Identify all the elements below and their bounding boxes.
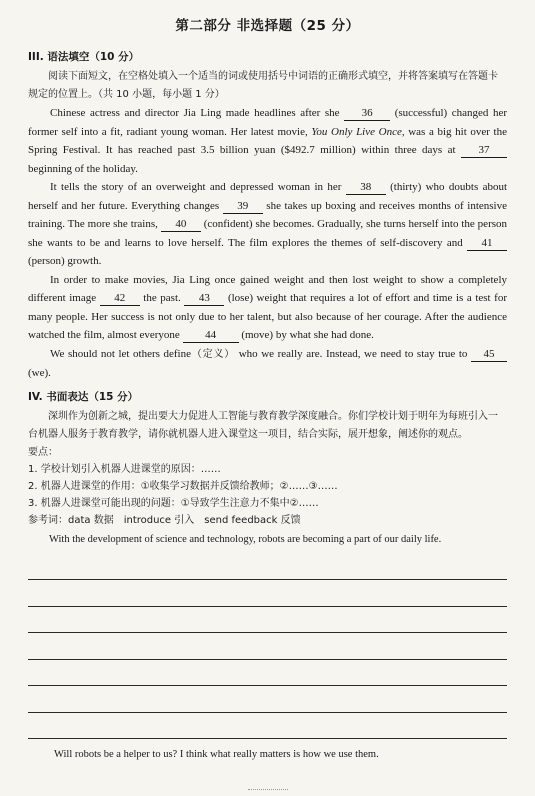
- essay-closing-sentence: Will robots be a helper to us? I think what really matters is how we use them.: [54, 749, 379, 760]
- key-point-1: 1. 学校计划引入机器人进课堂的原因：……: [28, 463, 221, 475]
- section-3-heading: III. 语法填空（10 分）: [28, 51, 140, 63]
- passage-paragraph-4: [28, 345, 507, 383]
- writing-line[interactable]: [28, 713, 507, 740]
- reference-vocabulary: 参考词：data 数据 introduce 引入 send feedback 反馈: [28, 514, 301, 526]
- blank-41: 41: [467, 237, 507, 251]
- paragraph-text: (move) by what she had done.: [241, 329, 374, 341]
- paragraph-text: , was a big hit over the Spring Festival. It has reached past 3.5 billion yuan ($492.7 million) within three days at: [28, 125, 507, 156]
- blank-37: 37: [461, 144, 507, 158]
- section-4-heading: IV. 书面表达（15 分）: [28, 390, 139, 403]
- paragraph-text: (person) growth.: [28, 255, 102, 267]
- blank-44: 44: [183, 329, 239, 343]
- paragraph-text: (lose) weight that requires a lot of effort and time is a test for many people. Her success is not only due to her talent, but also because of her courage. After the audience watched the film, almost everyone: [28, 292, 507, 341]
- writing-line[interactable]: [28, 633, 507, 660]
- blank-38: 38: [346, 181, 386, 195]
- blank-43: 43: [184, 292, 224, 306]
- passage-paragraph-3: [28, 271, 507, 345]
- paragraph-text: It tells the story of an overweight and depressed woman in her: [50, 181, 342, 193]
- blank-39: 39: [223, 200, 263, 214]
- paragraph-text: We should not let others define: [50, 347, 191, 360]
- essay-opening-sentence: With the development of science and technology, robots are becoming a part of our daily life.: [49, 533, 442, 545]
- paragraph-text: (we).: [28, 367, 51, 379]
- blank-45: 45: [471, 348, 507, 362]
- paragraph-text: beginning of the holiday.: [28, 162, 138, 175]
- chinese-gloss: （定义）: [191, 348, 236, 360]
- blank-42: 42: [100, 292, 140, 306]
- blank-40: 40: [161, 218, 201, 232]
- paragraph-text: she takes up boxing and receives months of intensive training. The more she trains,: [28, 199, 507, 230]
- passage-paragraph-2: [28, 178, 507, 271]
- section-3-instruction: 阅读下面短文，在空格处填入一个适当的词或使用括号中词语的正确形式填空，并将答案填写在答题卡规定的位置上。（共 10 小题，每小题 1 分）: [28, 71, 498, 100]
- writing-line[interactable]: [28, 686, 507, 713]
- writing-line[interactable]: [28, 607, 507, 634]
- writing-line[interactable]: [28, 580, 507, 607]
- writing-prompt: 深圳作为创新之城，提出要大力促进人工智能与教育教学深度融合。你们学校计划于明年为每班引入一台机器人服务于教育教学，请你就机器人进入课堂这一项目，结合实际，展开想象，阐述你的观点。: [28, 410, 498, 440]
- writing-line[interactable]: [28, 554, 507, 581]
- movie-title: You Only Live Once: [311, 125, 402, 138]
- paragraph-text: the past.: [143, 292, 181, 304]
- key-point-2: 2. 机器人进课堂的作用：①收集学习数据并反馈给教师；②……③……: [28, 480, 338, 492]
- paragraph-text: (successful) changed her former self into a fit, radiant young woman. Her latest movie,: [28, 107, 508, 138]
- paragraph-text: who we really are. Instead, we need to stay true to: [238, 347, 468, 360]
- writing-line[interactable]: [28, 660, 507, 687]
- blank-36: 36: [344, 107, 390, 121]
- writing-area[interactable]: [28, 554, 507, 740]
- paragraph-text: In order to make movies, Jia Ling once gained weight and then lost weight to show a completely different image: [28, 273, 507, 304]
- page-footer-mark: [248, 789, 288, 790]
- paragraph-text: Chinese actress and director Jia Ling made headlines after she: [50, 107, 340, 119]
- page-title: 第二部分 非选择题（25 分）: [175, 18, 360, 34]
- paragraph-text: (thirty) who doubts about herself and her future. Everything changes: [28, 181, 508, 212]
- key-points-label: 要点：: [28, 446, 58, 458]
- key-point-3: 3. 机器人进课堂可能出现的问题：①导致学生注意力不集中②……: [28, 497, 319, 509]
- passage-paragraph-1: [28, 104, 507, 178]
- paragraph-text: (confident) she becomes. Gradually, she turns herself into the person she wants to be and learns to love herself. The film explores the themes of self-discovery and: [28, 218, 508, 249]
